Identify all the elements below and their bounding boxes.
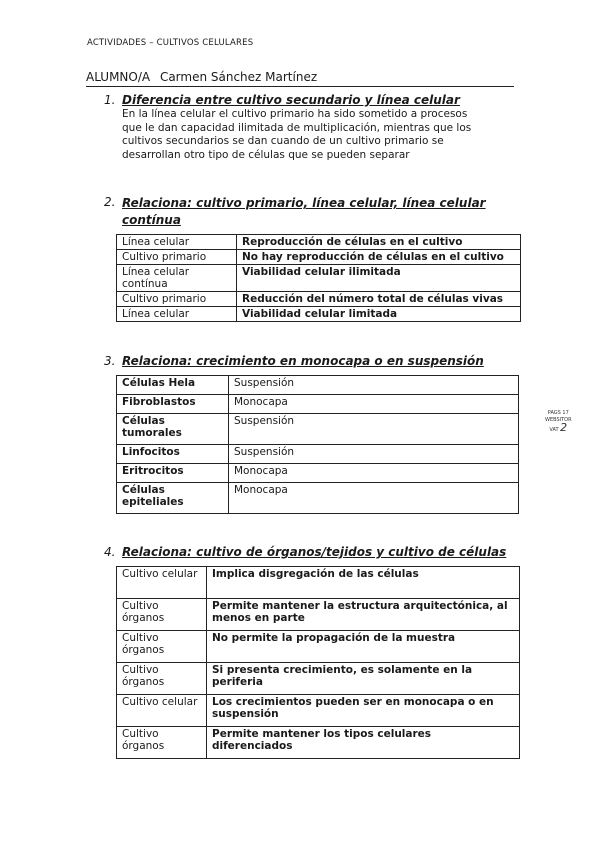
table-row	[117, 265, 521, 292]
q2-cell-definition: No hay reproducción de células en el cultivo	[237, 250, 521, 265]
q4-cell-description: Los crecimientos pueden ser en monocapa o en suspensión	[207, 695, 520, 727]
q1-answer-line: desarrollan otro tipo de células que se pueden separar	[122, 148, 410, 161]
margin-annotation-line: WEBSITOR	[545, 417, 572, 423]
q2-cell-term: Cultivo primario	[117, 292, 237, 307]
table-row	[117, 292, 521, 307]
table-row	[117, 695, 520, 727]
table-row	[117, 631, 520, 663]
table-row	[117, 395, 519, 414]
q4-cell-culture-type: Cultivo órganos	[117, 599, 207, 631]
table-row	[117, 414, 519, 445]
q3-table	[116, 375, 519, 514]
table-row	[117, 567, 520, 599]
q3-cell-cell-type: Fibroblastos	[117, 395, 229, 414]
q2-cell-term: Línea celular	[117, 307, 237, 322]
q4-table	[116, 566, 520, 759]
q2-title-line: Relaciona: cultivo primario, línea celular, línea celular	[122, 196, 486, 210]
margin-annotation	[545, 410, 572, 434]
q1-number: 1.	[104, 93, 116, 107]
q3-cell-cell-type: Células epiteliales	[117, 483, 229, 514]
q4-cell-description: Permite mantener la estructura arquitectónica, al menos en parte	[207, 599, 520, 631]
student-name: Carmen Sánchez Martínez	[159, 70, 318, 84]
q3-title: Relaciona: crecimiento en monocapa o en suspensión	[122, 354, 484, 368]
margin-annotation-line: PAGS 17	[547, 410, 569, 416]
q3-cell-cell-type: Células tumorales	[117, 414, 229, 445]
margin-annotation-mark: 2	[560, 421, 568, 434]
q3-cell-cell-type: Células Hela	[117, 376, 229, 395]
q3-cell-growth: Monocapa	[229, 464, 519, 483]
q1-answer-line: En la línea celular el cultivo primario ha sido sometido a procesos	[122, 108, 468, 120]
q2-cell-definition: Reducción del número total de células vivas	[237, 292, 521, 307]
q2-title-line: contínua	[122, 213, 181, 227]
q1-title: Diferencia entre cultivo secundario y línea celular	[122, 93, 460, 107]
q3-cell-growth: Suspensión	[229, 376, 519, 395]
table-row	[117, 235, 521, 250]
q4-cell-description: Implica disgregación de las células	[207, 567, 520, 599]
q3-cell-growth: Monocapa	[229, 395, 519, 414]
q2-title	[122, 195, 486, 229]
q2-cell-term: Cultivo primario	[117, 250, 237, 265]
student-label: ALUMNO/A	[86, 70, 151, 84]
q2-cell-definition: Viabilidad celular limitada	[237, 307, 521, 322]
q4-cell-culture-type: Cultivo órganos	[117, 727, 207, 759]
table-row	[117, 483, 519, 514]
table-row	[117, 599, 520, 631]
q2-cell-definition: Reproducción de células en el cultivo	[237, 235, 521, 250]
q2-cell-definition: Viabilidad celular ilimitada	[237, 265, 521, 292]
q2-cell-term: Línea celular	[117, 235, 237, 250]
table-row	[117, 727, 520, 759]
q4-cell-culture-type: Cultivo celular	[117, 567, 207, 599]
q4-cell-description: Permite mantener los tipos celulares diferenciados	[207, 727, 520, 759]
q1-answer-line: cultivos secundarios se dan cuando de un cultivo primario se	[122, 135, 444, 147]
q3-cell-cell-type: Linfocitos	[117, 445, 229, 464]
q3-cell-cell-type: Eritrocitos	[117, 464, 229, 483]
q4-cell-culture-type: Cultivo órganos	[117, 663, 207, 695]
table-row	[117, 663, 520, 695]
q2-table	[116, 234, 521, 322]
margin-annotation-line: VAT	[549, 427, 559, 433]
student-line	[86, 70, 514, 87]
q3-cell-growth: Monocapa	[229, 483, 519, 514]
table-row	[117, 376, 519, 395]
q3-number: 3.	[104, 354, 116, 368]
q4-title: Relaciona: cultivo de órganos/tejidos y cultivo de células	[122, 545, 507, 559]
q4-cell-description: Si presenta crecimiento, es solamente en la periferia	[207, 663, 520, 695]
q4-cell-description: No permite la propagación de la muestra	[207, 631, 520, 663]
q4-cell-culture-type: Cultivo órganos	[117, 631, 207, 663]
q3-cell-growth: Suspensión	[229, 445, 519, 464]
q3-cell-growth: Suspensión	[229, 414, 519, 445]
q4-number: 4.	[104, 545, 116, 559]
q1-answer	[122, 108, 522, 162]
table-row	[117, 445, 519, 464]
q2-number: 2.	[104, 195, 116, 209]
q2-cell-term: Línea celular contínua	[117, 265, 237, 292]
q4-cell-culture-type: Cultivo celular	[117, 695, 207, 727]
page-header: ACTIVIDADES – CULTIVOS CELULARES	[87, 38, 254, 48]
q1-answer-line: que le dan capacidad ilimitada de multiplicación, mientras que los	[122, 121, 472, 134]
table-row	[117, 307, 521, 322]
table-row	[117, 250, 521, 265]
table-row	[117, 464, 519, 483]
